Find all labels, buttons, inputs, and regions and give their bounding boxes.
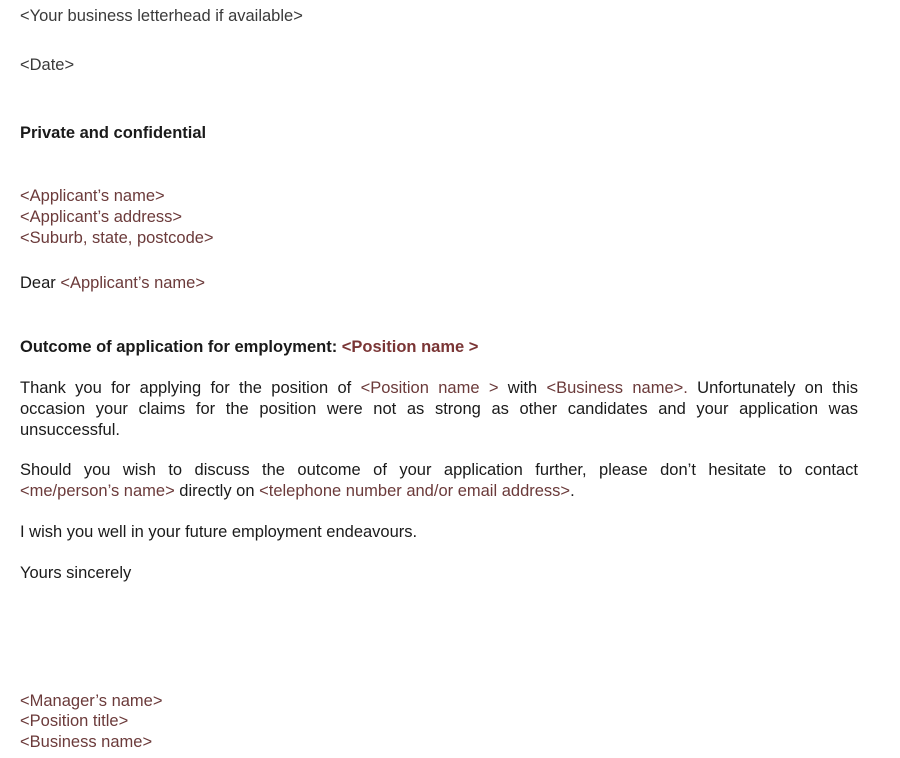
- manager-name-placeholder: <Manager’s name>: [20, 692, 163, 710]
- paragraph-thank-you-line-3: unsuccessful.: [20, 420, 120, 439]
- position-name-placeholder: <Position name >: [360, 379, 499, 397]
- confidential-heading: Private and confidential: [20, 124, 207, 142]
- applicant-suburb-placeholder: <Suburb, state, postcode>: [20, 229, 214, 247]
- closing: Yours sincerely: [20, 564, 132, 582]
- paragraph-contact-line-2: <me/person’s name> directly on <telephone number and/or email address>.: [20, 481, 575, 500]
- paragraph-thank-you-line-2: occasion your claims for the position were not as strong as other candidates and your application was: [20, 399, 858, 418]
- paragraph-contact-line-1: Should you wish to discuss the outcome of your application further, please don’t hesitate to contact: [20, 461, 858, 479]
- applicant-address-placeholder: <Applicant’s address>: [20, 208, 183, 226]
- business-name-placeholder: <Business name>.: [546, 379, 688, 397]
- paragraph-thank-you: [20, 378, 858, 440]
- applicant-name-placeholder: <Applicant’s name>: [20, 187, 165, 205]
- position-title-placeholder: <Position title>: [20, 712, 129, 730]
- contact-person-placeholder: <me/person’s name>: [20, 481, 175, 500]
- paragraph-contact: [20, 460, 858, 502]
- salutation-word: Dear: [20, 274, 61, 292]
- letterhead-placeholder: <Your business letterhead if available>: [20, 7, 303, 25]
- paragraph-thank-you-line-1: Thank you for applying for the position of <Position name > with <Business name>. Unfortunately on this: [20, 379, 858, 397]
- contact-details-placeholder: <telephone number and/or email address>: [259, 481, 571, 500]
- business-name-signature-placeholder: <Business name>: [20, 733, 153, 751]
- paragraph-well-wishes: I wish you well in your future employment endeavours.: [20, 523, 418, 541]
- salutation: [20, 273, 205, 293]
- subject-label: Outcome of application for employment:: [20, 338, 342, 356]
- subject-line: [20, 337, 478, 357]
- date-placeholder: <Date>: [20, 56, 75, 74]
- subject-position-placeholder: <Position name >: [341, 338, 479, 356]
- salutation-name-placeholder: <Applicant’s name>: [60, 274, 205, 292]
